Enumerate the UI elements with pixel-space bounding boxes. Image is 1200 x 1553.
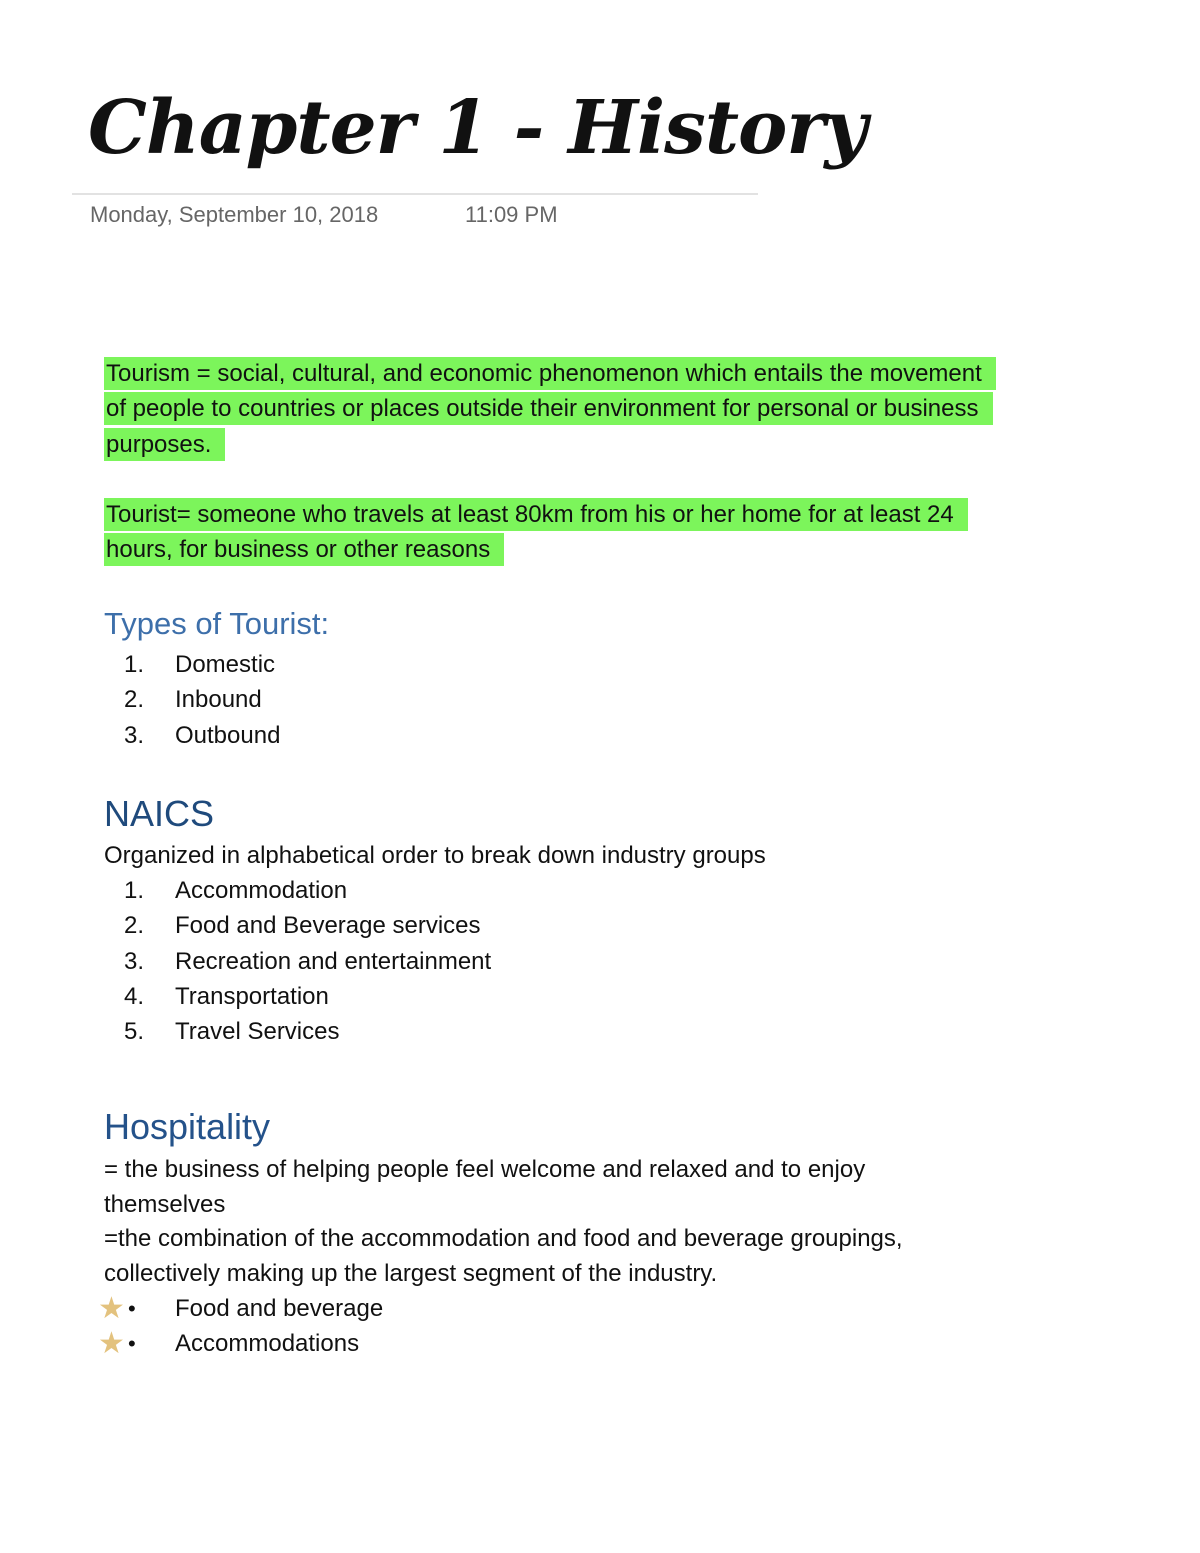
star-icon: ★: [98, 1292, 125, 1325]
tourist-definition-text: Tourist= someone who travels at least 80km from his or her home for at least 24 hours, for business or other reasons: [104, 498, 968, 566]
list-number: 3.: [124, 947, 145, 975]
tourism-definition: [104, 356, 984, 462]
bullet-icon: •: [128, 1296, 136, 1321]
hospitality-line: collectively making up the largest segment of the industry.: [104, 1260, 718, 1287]
hospitality-line: =the combination of the accommodation and food and beverage groupings,: [104, 1225, 903, 1252]
list-item-label: Accommodation: [175, 877, 348, 904]
bullet-icon: •: [128, 1331, 136, 1357]
list-item: [124, 1014, 491, 1049]
tourist-definition: [104, 497, 964, 568]
list-item: [124, 908, 491, 943]
list-item-label: Food and Beverage services: [175, 912, 481, 940]
page-title: Chapter 1 - History: [88, 85, 867, 171]
list-item-label: Food and beverage: [175, 1295, 384, 1322]
hospitality-line: = the business of helping people feel welcome and relaxed and to enjoy: [104, 1156, 866, 1183]
list-item: [98, 1326, 383, 1361]
types-of-tourist-heading: Types of Tourist:: [104, 606, 330, 641]
list-number: 2.: [124, 686, 145, 714]
list-item-label: Transportation: [175, 982, 329, 1010]
naics-list: [124, 873, 491, 1049]
star-icon: ★: [98, 1327, 125, 1361]
list-number: 3.: [124, 721, 145, 749]
tourism-definition-text: Tourism = social, cultural, and economic phenomenon which entails the movement of people to countries or places outside their environment for personal or business purposes.: [104, 357, 996, 461]
list-item-label: Recreation and entertainment: [175, 947, 492, 975]
naics-intro: Organized in alphabetical order to break down industry groups: [104, 842, 766, 869]
list-number: 5.: [124, 1018, 145, 1046]
list-number: 1.: [124, 651, 145, 678]
list-number: 2.: [124, 912, 145, 940]
list-item-label: Outbound: [175, 721, 281, 749]
list-item: [98, 1291, 383, 1326]
list-item-label: Inbound: [175, 686, 262, 714]
list-number: 4.: [124, 982, 145, 1010]
list-number: 1.: [124, 877, 145, 904]
hospitality-bullet-list: [98, 1291, 383, 1362]
list-item: [124, 647, 280, 682]
list-item: [124, 944, 491, 979]
page-time: 11:09 PM: [465, 202, 558, 227]
list-item: [124, 873, 491, 908]
types-of-tourist-list: [124, 647, 280, 753]
page-date: Monday, September 10, 2018: [90, 202, 379, 227]
list-item-label: Accommodations: [175, 1330, 360, 1358]
list-item: [124, 682, 280, 717]
hospitality-line: themselves: [104, 1191, 226, 1218]
list-item: [124, 718, 280, 753]
list-item-label: Domestic: [175, 651, 276, 678]
list-item: [124, 979, 491, 1014]
hospitality-heading: Hospitality: [104, 1106, 271, 1147]
naics-heading: NAICS: [104, 793, 215, 834]
title-divider: [72, 193, 758, 195]
list-item-label: Travel Services: [175, 1018, 340, 1046]
